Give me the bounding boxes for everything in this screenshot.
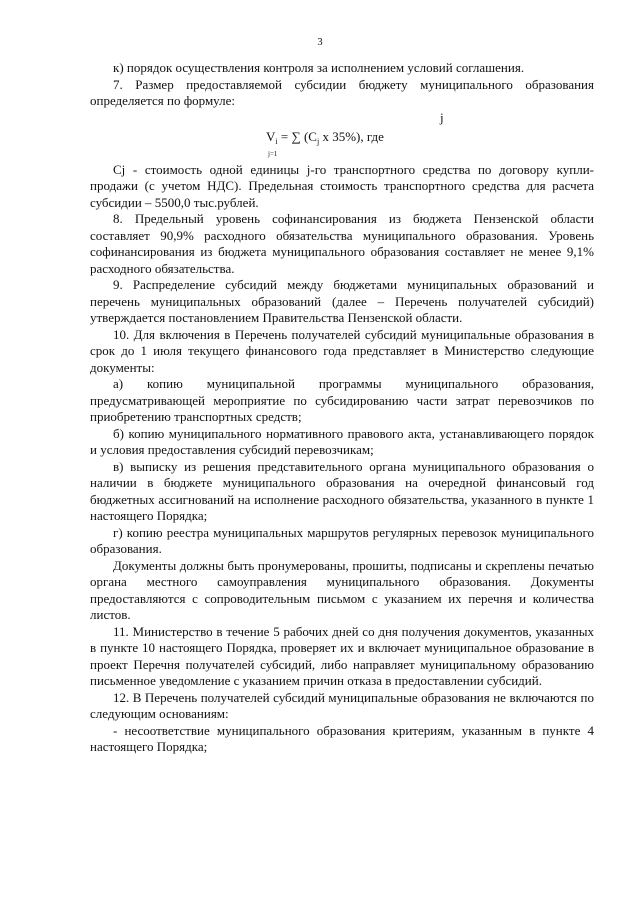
formula-lhs: V [266, 128, 276, 144]
formula-expression [266, 129, 384, 148]
formula-rhs: = ∑ (C [280, 128, 317, 144]
document-body [90, 60, 594, 756]
paragraph-9: 9. Распределение субсидий между бюджетами муниципальных образований и перечень муниципальных образований (далее – Перечень получателей субсидий) утверждается постановлением Правительства Пензенской области. [90, 277, 594, 325]
paragraph-k: к) порядок осуществления контроля за исполнением условий соглашения. [113, 60, 525, 75]
paragraph-11: 11. Министерство в течение 5 рабочих дней со дня получения документов, указанных в пункте 10 настоящего Порядка, проверяет их и включает муниципальное образование в проект Перечня получателей субсидий, либо направляет муниципальному образованию письменное уведомление с указанием причин отказа в предоставлении субсидий. [90, 623, 594, 688]
paragraph-12: 12. В Перечень получателей субсидий муниципальные образования не включаются по следующим основаниям: [90, 689, 594, 721]
formula-rhs-sub: j [316, 136, 320, 146]
paragraph-10-b: б) копию муниципального нормативного правового акта, устанавливающего порядок и условия предоставления субсидий перевозчикам; [90, 425, 594, 457]
page-number: 3 [317, 37, 323, 48]
paragraph-8: 8. Предельный уровень софинансирования из бюджета Пензенской области составляет 90,9% расходного обязательства муниципального образования. Уровень софинансирования из бюджета муниципального образования составляет не менее 9,1% расходного обязательства. [90, 211, 594, 276]
paragraph-documents: Документы должны быть пронумерованы, прошиты, подписаны и скреплены печатью органа местного самоуправления муниципального образования. Документы предоставляются с сопроводительным письмом с указанием их перечня и количества листов. [90, 557, 594, 622]
paragraph-10: 10. Для включения в Перечень получателей субсидий муниципальные образования в срок до 1 июля текущего финансового года представляет в Министерство следующие документы: [90, 326, 594, 375]
paragraph-cj: Cj - стоимость одной единицы j-го транспортного средства по договору купли-продажи (с учетом НДС). Предельная стоимость транспортного средства для расчета субсидии – 5500,0 тыс.рублей. [90, 161, 594, 210]
paragraph-10-v: в) выписку из решения представительного органа муниципального образования о наличии в бюджете муниципального образования на очередной финансовый год бюджетных ассигнований на исполнение расходного обязательства, указанного в пункте 1 настоящего Порядка; [90, 458, 594, 523]
subsidy-formula [90, 110, 594, 162]
formula-rhs-tail: х 35%), где [319, 128, 384, 144]
paragraph-12-item: - несоответствие муниципального образования критериям, указанным в пункте 4 настоящего Порядка; [90, 722, 594, 754]
paragraph-10-a: а) копию муниципальной программы муниципального образования, предусматривающей мероприятие по субсидированию части затрат перевозчиков по приобретению транспортных средств; [90, 376, 594, 424]
paragraph-10-g: г) копию реестра муниципальных маршрутов регулярных перевозок муниципального образования. [90, 524, 594, 556]
paragraph-7: 7. Размер предоставляемой субсидии бюджету муниципального образования определяется по формуле: [90, 76, 594, 108]
formula-sum-lower: j=1 [268, 149, 278, 158]
formula-upper-index: j [440, 109, 444, 125]
formula-lhs-sub: i [275, 136, 278, 146]
